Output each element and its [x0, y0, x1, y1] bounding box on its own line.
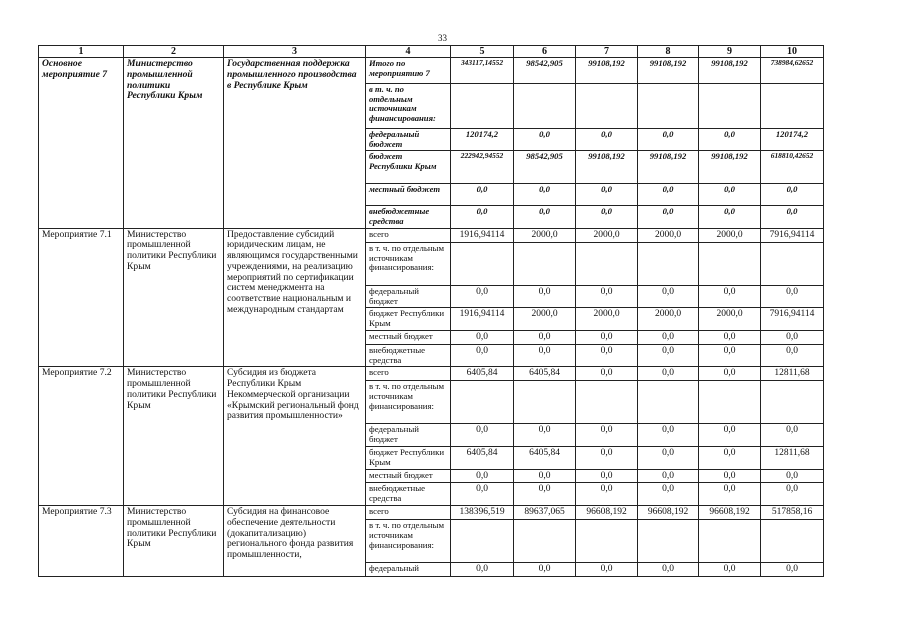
- funding-source-label: в т. ч. по отдельным источникам финансирования:: [366, 84, 451, 129]
- amount-cell: [514, 520, 576, 563]
- amount-cell: 6405,84: [514, 447, 576, 470]
- amount-cell: 89637,065: [514, 506, 576, 520]
- amount-cell: [761, 84, 824, 129]
- funding-source-label: федеральный бюджет: [366, 424, 451, 447]
- amount-cell: 0,0: [576, 129, 638, 151]
- amount-cell: 2000,0: [638, 228, 699, 242]
- amount-cell: 0,0: [638, 344, 699, 367]
- measure-description: Государственная поддержка промышленного производства в Республике Крым: [224, 58, 366, 229]
- amount-cell: 0,0: [699, 129, 761, 151]
- page-number: 33: [438, 33, 447, 43]
- amount-cell: 0,0: [576, 206, 638, 228]
- amount-cell: [514, 381, 576, 424]
- amount-cell: 0,0: [638, 285, 699, 308]
- column-header-4: 4: [366, 46, 451, 58]
- amount-cell: 2000,0: [576, 308, 638, 331]
- funding-source-label: местный бюджет: [366, 184, 451, 206]
- amount-cell: 96608,192: [576, 506, 638, 520]
- measure-name: Мероприятие 7.3: [39, 506, 124, 577]
- amount-cell: 120174,2: [761, 129, 824, 151]
- funding-source-label: внебюджетные средства: [366, 344, 451, 367]
- amount-cell: 0,0: [576, 367, 638, 381]
- amount-cell: 0,0: [638, 483, 699, 506]
- funding-source-label: в т. ч. по отдельным источникам финансирования:: [366, 242, 451, 285]
- amount-cell: 6405,84: [451, 367, 514, 381]
- funding-source-label: бюджет Республики Крым: [366, 447, 451, 470]
- measure-name: Мероприятие 7.2: [39, 367, 124, 506]
- funding-source-label: местный бюджет: [366, 469, 451, 483]
- amount-cell: 99108,192: [699, 58, 761, 84]
- amount-cell: 0,0: [514, 563, 576, 577]
- amount-cell: 0,0: [576, 424, 638, 447]
- amount-cell: [638, 381, 699, 424]
- amount-cell: 0,0: [514, 184, 576, 206]
- amount-cell: 12811,68: [761, 367, 824, 381]
- amount-cell: 0,0: [638, 469, 699, 483]
- amount-cell: 0,0: [576, 285, 638, 308]
- amount-cell: 120174,2: [451, 129, 514, 151]
- column-header-5: 5: [451, 46, 514, 58]
- amount-cell: 0,0: [761, 184, 824, 206]
- amount-cell: 2000,0: [576, 228, 638, 242]
- table-row: [39, 58, 824, 84]
- amount-cell: 99108,192: [576, 151, 638, 184]
- measure-description: Субсидия из бюджета Республики Крым Некоммерческой организации «Крымский региональный фонд развития промышленности»: [224, 367, 366, 506]
- amount-cell: 99108,192: [576, 58, 638, 84]
- funding-source-label: Итого по мероприятию 7: [366, 58, 451, 84]
- amount-cell: 0,0: [514, 344, 576, 367]
- amount-cell: 343117,14552: [451, 58, 514, 84]
- amount-cell: 0,0: [761, 469, 824, 483]
- amount-cell: 0,0: [699, 285, 761, 308]
- amount-cell: [699, 381, 761, 424]
- amount-cell: 1916,94114: [451, 308, 514, 331]
- amount-cell: 738984,62652: [761, 58, 824, 84]
- measure-executor: Министерство промышленной политики Республики Крым: [124, 228, 224, 367]
- amount-cell: 7916,94114: [761, 228, 824, 242]
- funding-source-label: внебюджетные средства: [366, 206, 451, 228]
- column-header-3: 3: [224, 46, 366, 58]
- funding-source-label: всего: [366, 506, 451, 520]
- amount-cell: 0,0: [699, 367, 761, 381]
- amount-cell: [699, 84, 761, 129]
- amount-cell: 0,0: [638, 129, 699, 151]
- amount-cell: 0,0: [576, 344, 638, 367]
- amount-cell: 0,0: [638, 424, 699, 447]
- amount-cell: [451, 84, 514, 129]
- amount-cell: 0,0: [761, 344, 824, 367]
- amount-cell: 99108,192: [699, 151, 761, 184]
- amount-cell: 0,0: [761, 424, 824, 447]
- amount-cell: 0,0: [761, 563, 824, 577]
- amount-cell: 0,0: [761, 483, 824, 506]
- amount-cell: 0,0: [699, 424, 761, 447]
- amount-cell: 0,0: [699, 206, 761, 228]
- funding-source-label: местный бюджет: [366, 331, 451, 345]
- amount-cell: 0,0: [638, 184, 699, 206]
- table-row: [39, 367, 824, 381]
- funding-source-label: федеральный бюджет: [366, 285, 451, 308]
- amount-cell: 0,0: [699, 483, 761, 506]
- funding-source-label: внебюджетные средства: [366, 483, 451, 506]
- amount-cell: 96608,192: [699, 506, 761, 520]
- column-header-8: 8: [638, 46, 699, 58]
- amount-cell: 2000,0: [514, 228, 576, 242]
- amount-cell: 0,0: [451, 563, 514, 577]
- amount-cell: [451, 242, 514, 285]
- amount-cell: 0,0: [761, 206, 824, 228]
- amount-cell: 618810,42652: [761, 151, 824, 184]
- amount-cell: 0,0: [451, 344, 514, 367]
- funding-source-label: бюджет Республики Крым: [366, 308, 451, 331]
- measure-name: Мероприятие 7.1: [39, 228, 124, 367]
- column-header-7: 7: [576, 46, 638, 58]
- amount-cell: 98542,905: [514, 151, 576, 184]
- amount-cell: 0,0: [699, 331, 761, 345]
- amount-cell: 222942,94552: [451, 151, 514, 184]
- amount-cell: 0,0: [451, 331, 514, 345]
- table-body: [39, 46, 824, 577]
- amount-cell: 2000,0: [699, 308, 761, 331]
- amount-cell: 517858,16: [761, 506, 824, 520]
- funding-source-label: всего: [366, 228, 451, 242]
- amount-cell: 2000,0: [514, 308, 576, 331]
- amount-cell: 96608,192: [638, 506, 699, 520]
- funding-source-label: федеральный: [366, 563, 451, 577]
- amount-cell: 0,0: [576, 184, 638, 206]
- amount-cell: 1916,94114: [451, 228, 514, 242]
- table-row: [39, 228, 824, 242]
- amount-cell: 0,0: [514, 331, 576, 345]
- amount-cell: 0,0: [451, 483, 514, 506]
- amount-cell: [761, 242, 824, 285]
- funding-source-label: в т. ч. по отдельным источникам финансирования:: [366, 381, 451, 424]
- amount-cell: 0,0: [451, 469, 514, 483]
- amount-cell: 0,0: [576, 563, 638, 577]
- column-header-1: 1: [39, 46, 124, 58]
- amount-cell: [576, 84, 638, 129]
- amount-cell: 0,0: [699, 344, 761, 367]
- amount-cell: 138396,519: [451, 506, 514, 520]
- amount-cell: 0,0: [576, 483, 638, 506]
- amount-cell: 99108,192: [638, 151, 699, 184]
- funding-source-label: бюджет Республики Крым: [366, 151, 451, 184]
- amount-cell: [761, 381, 824, 424]
- amount-cell: 0,0: [451, 184, 514, 206]
- amount-cell: [451, 520, 514, 563]
- table-row: [39, 506, 824, 520]
- amount-cell: 0,0: [761, 285, 824, 308]
- amount-cell: 0,0: [699, 184, 761, 206]
- amount-cell: [576, 381, 638, 424]
- amount-cell: 99108,192: [638, 58, 699, 84]
- measure-executor: Министерство промышленной политики Республики Крым: [124, 58, 224, 229]
- amount-cell: 0,0: [638, 331, 699, 345]
- amount-cell: 2000,0: [638, 308, 699, 331]
- amount-cell: 2000,0: [699, 228, 761, 242]
- amount-cell: 0,0: [638, 367, 699, 381]
- column-header-2: 2: [124, 46, 224, 58]
- measure-description: Предоставление субсидий юридическим лицам, не являющимся государственными учреждениями, на реализацию мероприятий по сертификации систем менеджмента на соответствие национальным и международным стандартам: [224, 228, 366, 367]
- column-header-9: 9: [699, 46, 761, 58]
- amount-cell: [514, 242, 576, 285]
- funding-source-label: всего: [366, 367, 451, 381]
- financing-table: [38, 45, 824, 577]
- amount-cell: 0,0: [699, 469, 761, 483]
- amount-cell: [576, 520, 638, 563]
- amount-cell: 0,0: [451, 285, 514, 308]
- amount-cell: 0,0: [514, 424, 576, 447]
- amount-cell: 6405,84: [514, 367, 576, 381]
- amount-cell: [576, 242, 638, 285]
- amount-cell: 0,0: [638, 563, 699, 577]
- column-header-10: 10: [761, 46, 824, 58]
- amount-cell: [638, 242, 699, 285]
- amount-cell: 6405,84: [451, 447, 514, 470]
- amount-cell: 0,0: [514, 206, 576, 228]
- funding-source-label: федеральный бюджет: [366, 129, 451, 151]
- amount-cell: 0,0: [638, 206, 699, 228]
- amount-cell: 0,0: [699, 563, 761, 577]
- amount-cell: 0,0: [699, 447, 761, 470]
- amount-cell: 0,0: [638, 447, 699, 470]
- amount-cell: 0,0: [514, 285, 576, 308]
- measure-executor: Министерство промышленной политики Республики Крым: [124, 506, 224, 577]
- amount-cell: [761, 520, 824, 563]
- amount-cell: 0,0: [761, 331, 824, 345]
- amount-cell: [699, 520, 761, 563]
- amount-cell: 0,0: [514, 469, 576, 483]
- amount-cell: [638, 84, 699, 129]
- measure-name: Основное мероприятие 7: [39, 58, 124, 229]
- measure-executor: Министерство промышленной политики Республики Крым: [124, 367, 224, 506]
- amount-cell: 0,0: [451, 206, 514, 228]
- amount-cell: 0,0: [576, 447, 638, 470]
- amount-cell: 0,0: [576, 469, 638, 483]
- amount-cell: [514, 84, 576, 129]
- amount-cell: 0,0: [451, 424, 514, 447]
- amount-cell: [699, 242, 761, 285]
- amount-cell: [638, 520, 699, 563]
- amount-cell: [451, 381, 514, 424]
- measure-description: Субсидия на финансовое обеспечение деятельности (докапитализацию) регионального фонда развития промышленности,: [224, 506, 366, 577]
- table-header-row: [39, 46, 824, 58]
- amount-cell: 0,0: [576, 331, 638, 345]
- amount-cell: 7916,94114: [761, 308, 824, 331]
- amount-cell: 0,0: [514, 483, 576, 506]
- funding-source-label: в т. ч. по отдельным источникам финансирования:: [366, 520, 451, 563]
- column-header-6: 6: [514, 46, 576, 58]
- amount-cell: 12811,68: [761, 447, 824, 470]
- amount-cell: 98542,905: [514, 58, 576, 84]
- amount-cell: 0,0: [514, 129, 576, 151]
